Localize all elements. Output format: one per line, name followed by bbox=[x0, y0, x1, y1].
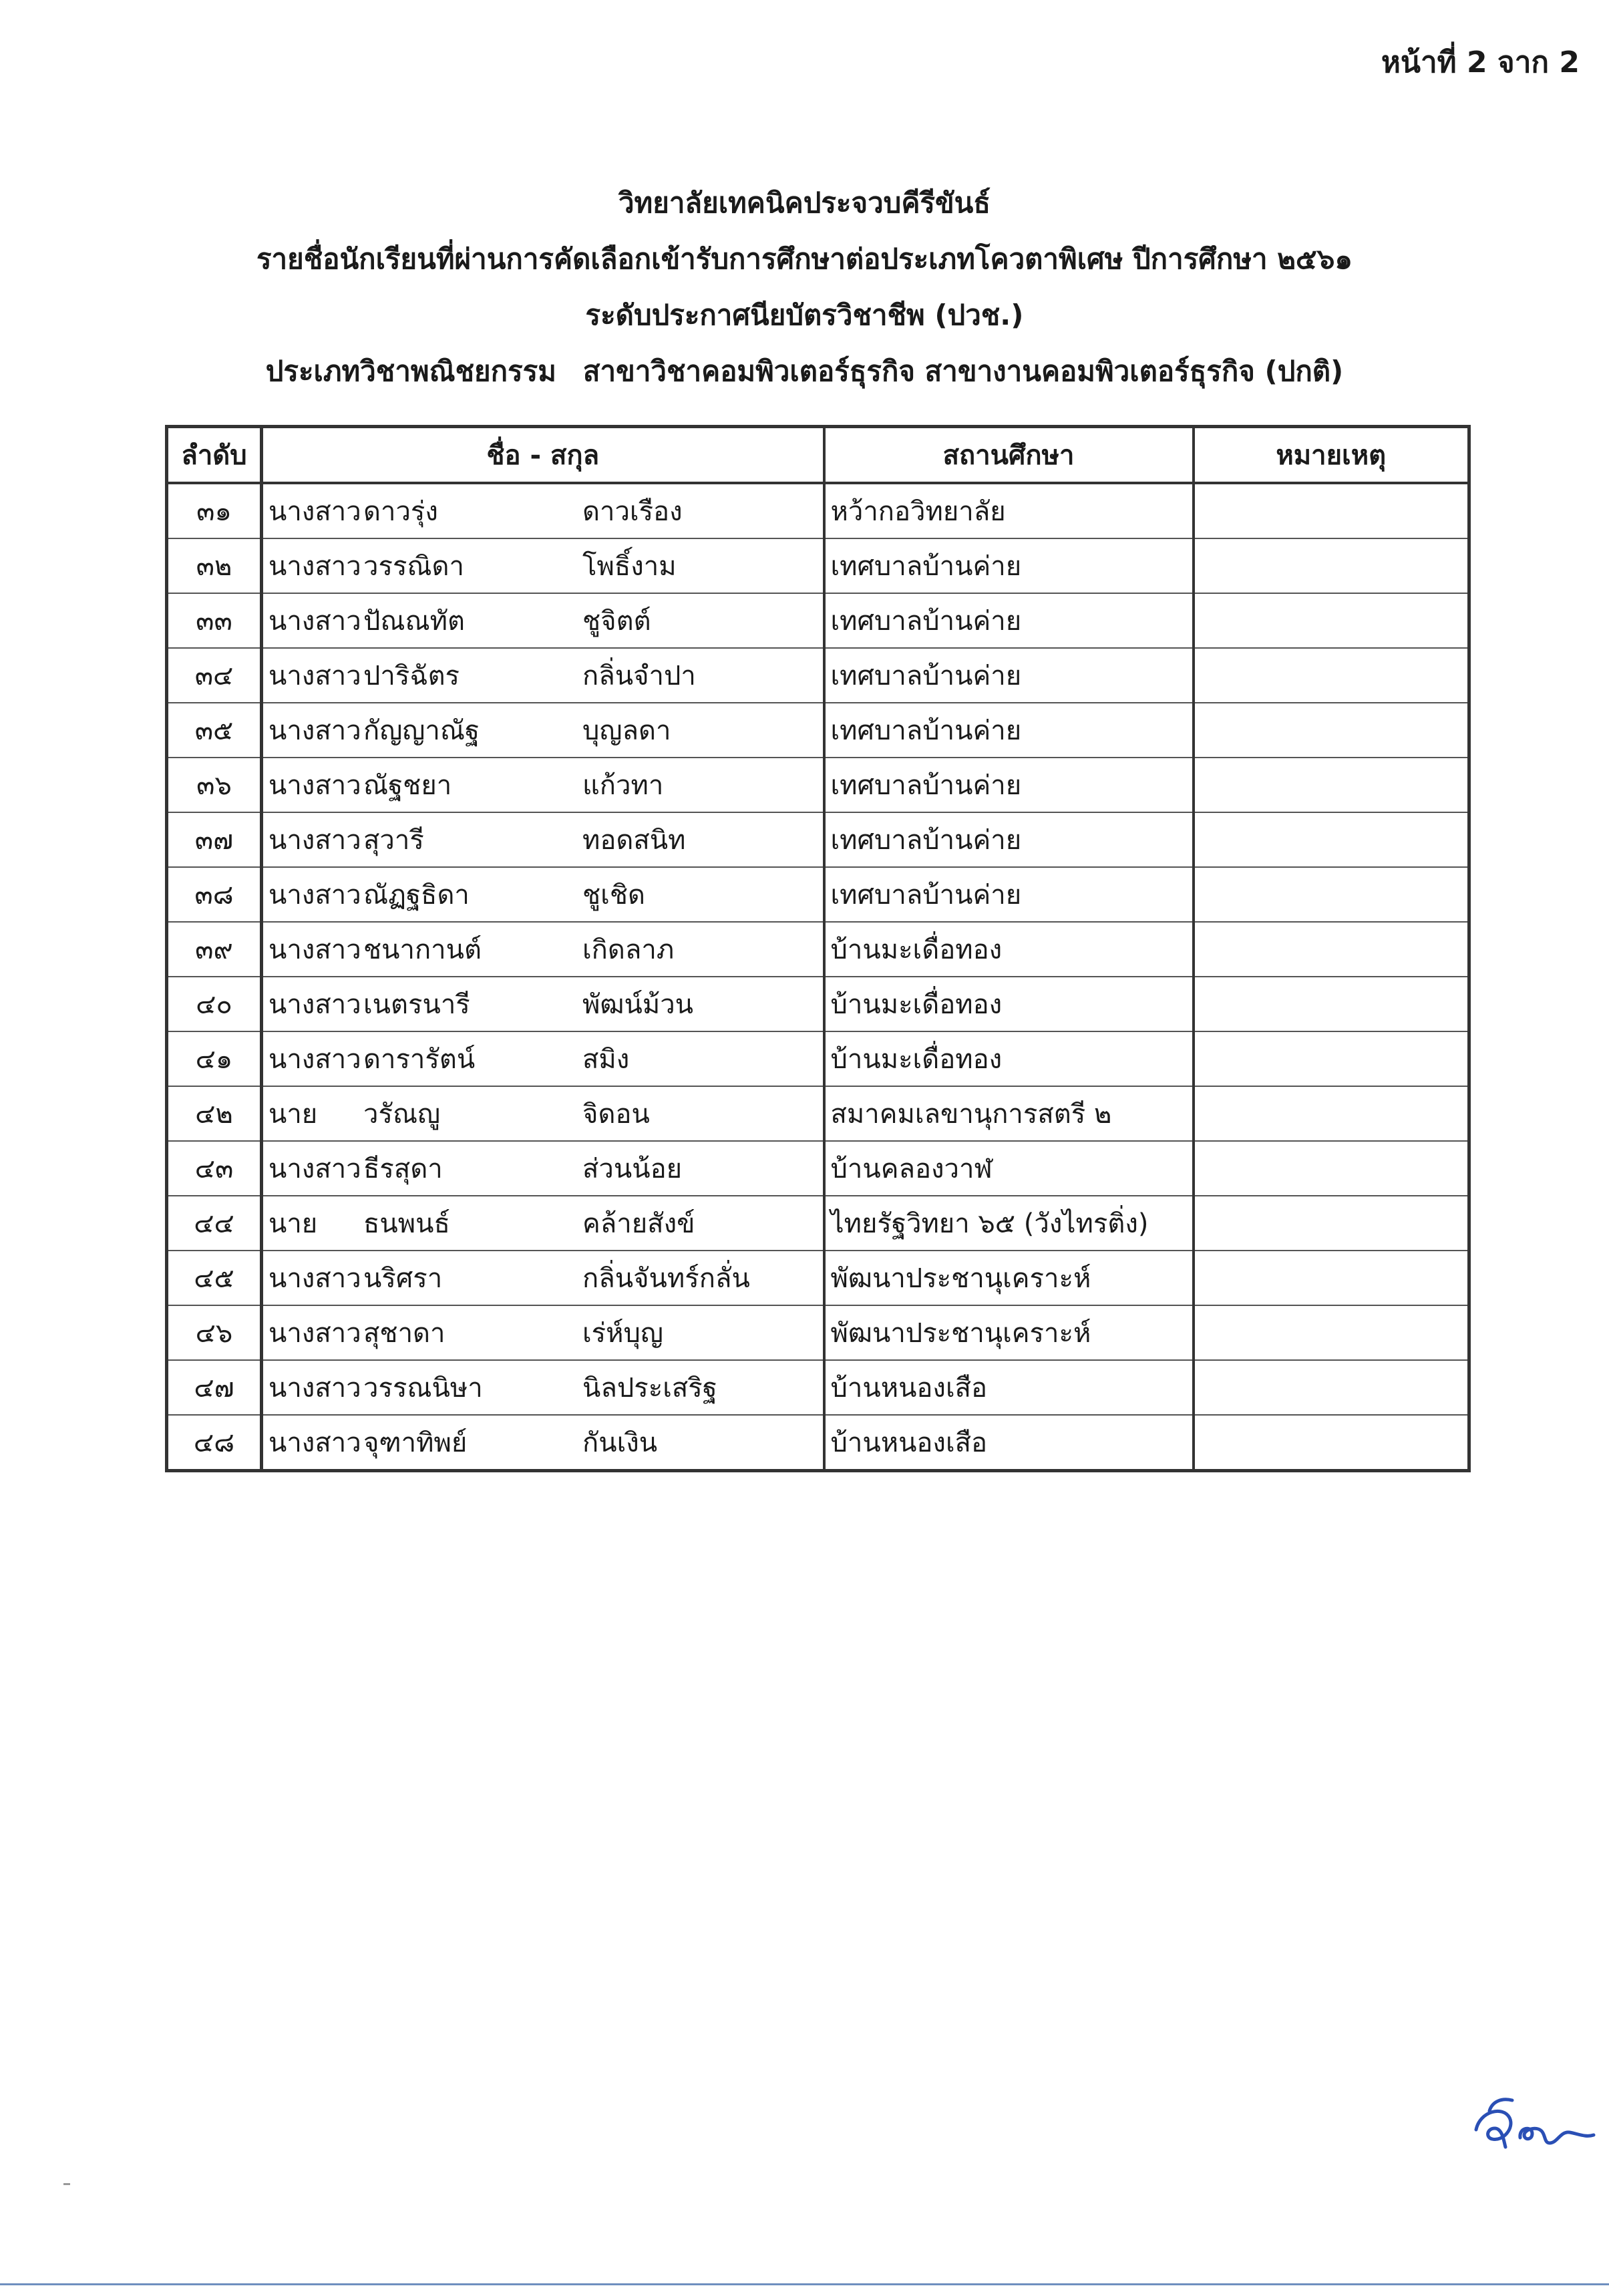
row-number: ๔๗ bbox=[167, 1360, 262, 1415]
table-row bbox=[167, 977, 1469, 1031]
institution-name: วิทยาลัยเทคนิคประจวบคีรีขันธ์ bbox=[618, 186, 991, 219]
program-line bbox=[0, 343, 1609, 399]
name-prefix: นางสาว bbox=[269, 1263, 361, 1294]
student-name bbox=[262, 483, 824, 538]
school-name: เทศบาลบ้านค่าย bbox=[824, 538, 1194, 593]
row-number: ๔๔ bbox=[167, 1196, 262, 1251]
row-number: ๔๒ bbox=[167, 1086, 262, 1141]
row-number: ๔๓ bbox=[167, 1141, 262, 1196]
page-number: หน้าที่ 2 จาก 2 bbox=[1381, 45, 1580, 79]
table-body bbox=[167, 483, 1469, 1471]
name-prefix: นางสาว bbox=[269, 1044, 361, 1075]
last-name: นิลประเสริฐ bbox=[582, 1373, 717, 1404]
last-name: คล้ายสังข์ bbox=[582, 1208, 695, 1239]
first-name: ณัฏฐธิดา bbox=[363, 880, 470, 911]
note-cell bbox=[1194, 977, 1469, 1031]
student-name bbox=[262, 703, 824, 758]
name-prefix: นางสาว bbox=[269, 1154, 361, 1184]
table-row bbox=[167, 1031, 1469, 1086]
note-cell bbox=[1194, 593, 1469, 648]
student-name bbox=[262, 538, 824, 593]
school-name: เทศบาลบ้านค่าย bbox=[824, 812, 1194, 867]
student-name bbox=[262, 1305, 824, 1360]
row-number: ๔๕ bbox=[167, 1251, 262, 1305]
note-cell bbox=[1194, 1305, 1469, 1360]
table-row bbox=[167, 538, 1469, 593]
last-name: เกิดลาภ bbox=[582, 935, 675, 965]
note-cell bbox=[1194, 1196, 1469, 1251]
first-name: กัญญาณัฐ bbox=[363, 715, 480, 746]
last-name: เร่ห์บุญ bbox=[582, 1318, 663, 1349]
signature-ink bbox=[1463, 2091, 1596, 2164]
last-name: โพธิ์งาม bbox=[582, 551, 677, 582]
note-cell bbox=[1194, 1251, 1469, 1305]
first-name: ธีรสุดา bbox=[363, 1154, 443, 1184]
note-cell bbox=[1194, 758, 1469, 812]
education-level: ระดับประกาศนียบัตรวิชาชีพ (ปวช.) bbox=[585, 299, 1024, 331]
program-name: สาขาวิชาคอมพิวเตอร์ธุรกิจ สาขางานคอมพิวเตอร์ธุรกิจ (ปกติ) bbox=[582, 355, 1344, 387]
table-row bbox=[167, 1415, 1469, 1471]
row-number: ๔๘ bbox=[167, 1415, 262, 1471]
student-name bbox=[262, 758, 824, 812]
row-number: ๔๖ bbox=[167, 1305, 262, 1360]
first-name: เนตรนารี bbox=[363, 989, 470, 1020]
student-name bbox=[262, 593, 824, 648]
school-name: บ้านมะเดื่อทอง bbox=[824, 977, 1194, 1031]
name-prefix: นางสาว bbox=[269, 661, 361, 691]
last-name: กลิ่นจันทร์กลั่น bbox=[582, 1263, 750, 1294]
first-name: ดาวรุ่ง bbox=[363, 496, 438, 527]
student-name bbox=[262, 1415, 824, 1471]
student-name bbox=[262, 977, 824, 1031]
school-name: บ้านมะเดื่อทอง bbox=[824, 922, 1194, 977]
last-name: ส่วนน้อย bbox=[582, 1154, 683, 1184]
student-name bbox=[262, 922, 824, 977]
row-number: ๓๗ bbox=[167, 812, 262, 867]
name-prefix: นางสาว bbox=[269, 935, 361, 965]
note-cell bbox=[1194, 483, 1469, 538]
name-prefix: นางสาว bbox=[269, 825, 361, 856]
last-name: จิดอน bbox=[582, 1099, 650, 1130]
student-name bbox=[262, 1196, 824, 1251]
name-prefix: นางสาว bbox=[269, 496, 361, 527]
column-header-note: หมายเหตุ bbox=[1194, 427, 1469, 484]
student-name bbox=[262, 1086, 824, 1141]
page-bottom-line bbox=[0, 2283, 1609, 2285]
school-name: พัฒนาประชานุเคราะห์ bbox=[824, 1251, 1194, 1305]
row-number: ๓๒ bbox=[167, 538, 262, 593]
name-prefix: นาย bbox=[269, 1208, 318, 1239]
table-header-row bbox=[167, 427, 1469, 484]
note-cell bbox=[1194, 922, 1469, 977]
last-name: แก้วทา bbox=[582, 770, 664, 801]
last-name: สมิง bbox=[582, 1044, 630, 1075]
student-name bbox=[262, 812, 824, 867]
row-number: ๓๑ bbox=[167, 483, 262, 538]
note-cell bbox=[1194, 1360, 1469, 1415]
first-name: นริศรา bbox=[363, 1263, 443, 1294]
first-name: ปัณณทัต bbox=[363, 606, 465, 637]
last-name: ชูจิตต์ bbox=[582, 606, 651, 637]
name-prefix: นางสาว bbox=[269, 551, 361, 582]
student-name bbox=[262, 867, 824, 922]
name-prefix: นางสาว bbox=[269, 1318, 361, 1349]
name-prefix: นางสาว bbox=[269, 715, 361, 746]
first-name: ปาริฉัตร bbox=[363, 661, 460, 691]
document-header bbox=[0, 175, 1609, 399]
note-cell bbox=[1194, 812, 1469, 867]
first-name: วรัณญู bbox=[363, 1099, 441, 1130]
handwritten-signature bbox=[1463, 2091, 1596, 2167]
school-name: บ้านหนองเสือ bbox=[824, 1415, 1194, 1471]
first-name: จุฑาทิพย์ bbox=[363, 1428, 468, 1458]
note-cell bbox=[1194, 867, 1469, 922]
column-header-number: ลำดับ bbox=[167, 427, 262, 484]
row-number: ๓๖ bbox=[167, 758, 262, 812]
name-prefix: นางสาว bbox=[269, 1373, 361, 1404]
row-number: ๔๐ bbox=[167, 977, 262, 1031]
subject-category: ประเภทวิชาพณิชยกรรม bbox=[265, 355, 556, 387]
list-title: รายชื่อนักเรียนที่ผ่านการคัดเลือกเข้ารับการศึกษาต่อประเภทโควตาพิเศษ ปีการศึกษา ๒๕๖๑ bbox=[256, 242, 1353, 275]
name-prefix: นางสาว bbox=[269, 606, 361, 637]
table-row bbox=[167, 1305, 1469, 1360]
school-name: สมาคมเลขานุการสตรี ๒ bbox=[824, 1086, 1194, 1141]
table-row bbox=[167, 703, 1469, 758]
student-roster-table bbox=[165, 425, 1471, 1472]
school-name: บ้านหนองเสือ bbox=[824, 1360, 1194, 1415]
scan-speck bbox=[63, 2183, 70, 2185]
last-name: กลิ่นจำปา bbox=[582, 661, 696, 691]
last-name: ทอดสนิท bbox=[582, 825, 686, 856]
student-name bbox=[262, 1360, 824, 1415]
first-name: วรรณิดา bbox=[363, 551, 464, 582]
column-header-name: ชื่อ - สกุล bbox=[262, 427, 824, 484]
row-number: ๓๓ bbox=[167, 593, 262, 648]
note-cell bbox=[1194, 538, 1469, 593]
last-name: บุญลดา bbox=[582, 715, 671, 746]
name-prefix: นางสาว bbox=[269, 770, 361, 801]
name-prefix: นางสาว bbox=[269, 989, 361, 1020]
table-row bbox=[167, 922, 1469, 977]
first-name: สุวารี bbox=[363, 825, 424, 856]
column-header-school: สถานศึกษา bbox=[824, 427, 1194, 484]
first-name: ชนากานต์ bbox=[363, 935, 482, 965]
first-name: สุชาดา bbox=[363, 1318, 445, 1349]
name-prefix: นางสาว bbox=[269, 880, 361, 911]
school-name: บ้านมะเดื่อทอง bbox=[824, 1031, 1194, 1086]
school-name: เทศบาลบ้านค่าย bbox=[824, 703, 1194, 758]
student-name bbox=[262, 648, 824, 703]
table-row bbox=[167, 812, 1469, 867]
table-row bbox=[167, 867, 1469, 922]
school-name: เทศบาลบ้านค่าย bbox=[824, 593, 1194, 648]
note-cell bbox=[1194, 703, 1469, 758]
first-name: ณัฐชยา bbox=[363, 770, 452, 801]
table-row bbox=[167, 648, 1469, 703]
table-row bbox=[167, 1360, 1469, 1415]
table-row bbox=[167, 1141, 1469, 1196]
student-name bbox=[262, 1251, 824, 1305]
school-name: บ้านคลองวาฬ bbox=[824, 1141, 1194, 1196]
school-name: เทศบาลบ้านค่าย bbox=[824, 867, 1194, 922]
last-name: ชูเชิด bbox=[582, 880, 645, 911]
table-row bbox=[167, 593, 1469, 648]
first-name: วรรณนิษา bbox=[363, 1373, 483, 1404]
table-row bbox=[167, 1086, 1469, 1141]
note-cell bbox=[1194, 1415, 1469, 1471]
note-cell bbox=[1194, 1141, 1469, 1196]
row-number: ๔๑ bbox=[167, 1031, 262, 1086]
table-row bbox=[167, 1251, 1469, 1305]
note-cell bbox=[1194, 1031, 1469, 1086]
table-row bbox=[167, 758, 1469, 812]
row-number: ๓๔ bbox=[167, 648, 262, 703]
note-cell bbox=[1194, 1086, 1469, 1141]
school-name: ไทยรัฐวิทยา ๖๕ (วังไทรติ่ง) bbox=[824, 1196, 1194, 1251]
school-name: เทศบาลบ้านค่าย bbox=[824, 648, 1194, 703]
row-number: ๓๙ bbox=[167, 922, 262, 977]
first-name: ดารารัตน์ bbox=[363, 1044, 476, 1075]
student-name bbox=[262, 1031, 824, 1086]
table-row bbox=[167, 483, 1469, 538]
last-name: พัฒน์ม้วน bbox=[582, 989, 694, 1020]
last-name: กันเงิน bbox=[582, 1428, 658, 1458]
school-name: หว้ากอวิทยาลัย bbox=[824, 483, 1194, 538]
row-number: ๓๕ bbox=[167, 703, 262, 758]
student-name bbox=[262, 1141, 824, 1196]
table-row bbox=[167, 1196, 1469, 1251]
name-prefix: นางสาว bbox=[269, 1428, 361, 1458]
first-name: ธนพนธ์ bbox=[363, 1208, 450, 1239]
last-name: ดาวเรือง bbox=[582, 496, 683, 527]
row-number: ๓๘ bbox=[167, 867, 262, 922]
note-cell bbox=[1194, 648, 1469, 703]
school-name: เทศบาลบ้านค่าย bbox=[824, 758, 1194, 812]
school-name: พัฒนาประชานุเคราะห์ bbox=[824, 1305, 1194, 1360]
name-prefix: นาย bbox=[269, 1099, 318, 1130]
